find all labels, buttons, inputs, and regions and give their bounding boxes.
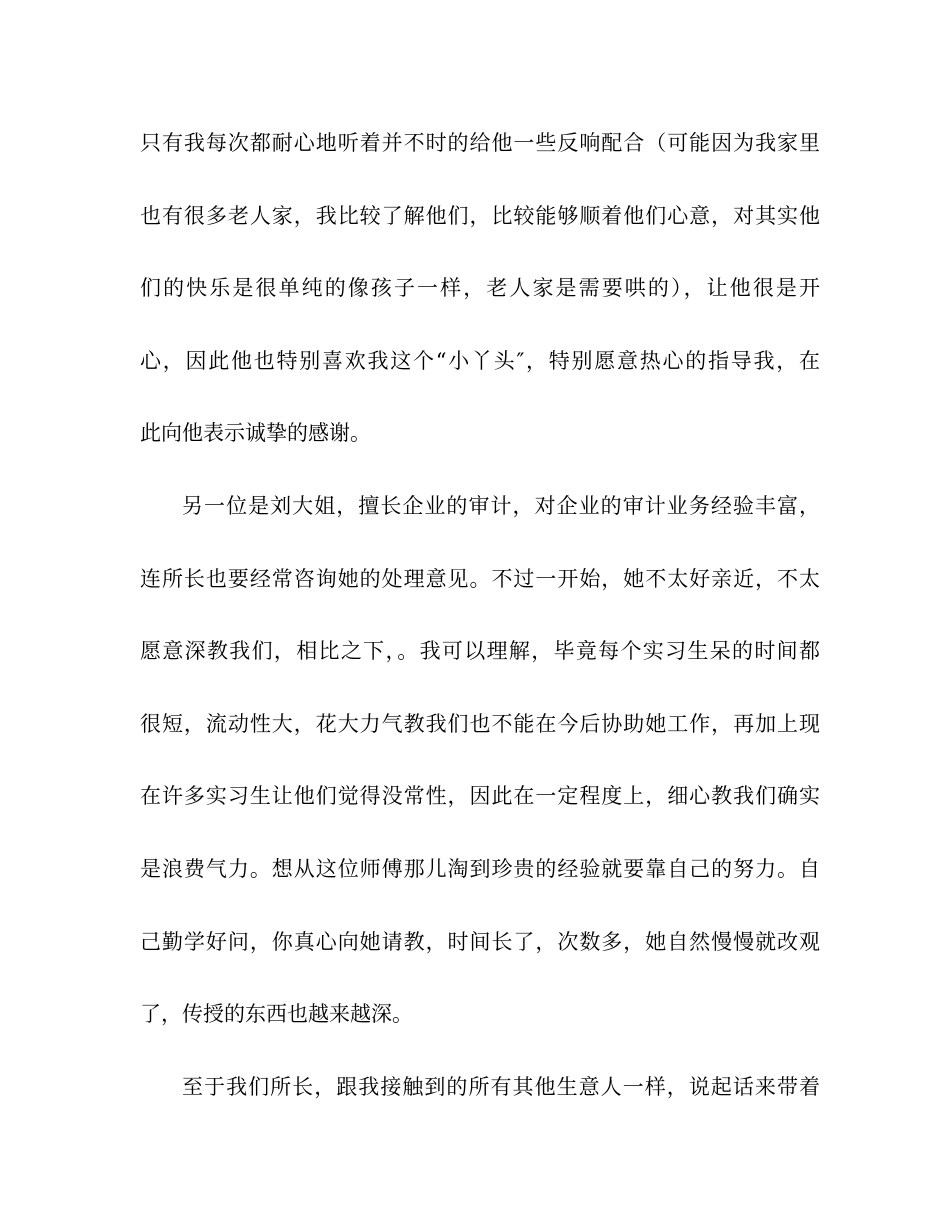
text-line-4: 心，因此他也特别喜欢我这个“小丫头″，特别愿意热心的指导我，在 bbox=[140, 348, 820, 373]
text-line-14: 至于我们所长，跟我接触到的所有其他生意人一样，说起话来带着 bbox=[182, 1074, 820, 1099]
text-line-6: 另一位是刘大姐，擅长企业的审计，对企业的审计业务经验丰富， bbox=[182, 493, 820, 518]
text-line-12: 己勤学好问，你真心向她请教，时间长了，次数多，她自然慢慢就改观 bbox=[140, 929, 820, 954]
document-body bbox=[140, 121, 820, 1137]
text-line-1: 只有我每次都耐心地听着并不时的给他一些反响配合（可能因为我家里 bbox=[140, 131, 820, 155]
text-line-7: 连所长也要经常咨询她的处理意见。不过一开始，她不太好亲近，不太 bbox=[140, 566, 820, 591]
text-line-13: 了，传授的东西也越来越深。 bbox=[140, 1002, 413, 1027]
text-line-2: 也有很多老人家，我比较了解他们，比较能够顺着他们心意，对其实他 bbox=[140, 203, 820, 228]
text-line-9: 很短，流动性大，花大力气教我们也不能在今后协助她工作，再加上现 bbox=[140, 711, 820, 736]
text-line-10: 在许多实习生让他们觉得没常性，因此在一定程度上，细心教我们确实 bbox=[140, 784, 820, 809]
text-line-3: 们的快乐是很单纯的像孩子一样，老人家是需要哄的），让他很是开 bbox=[140, 276, 820, 301]
text-line-5: 此向他表示诚挚的感谢。 bbox=[140, 421, 371, 446]
text-line-11: 是浪费气力。想从这位师傅那儿淘到珍贵的经验就要靠自己的努力。自 bbox=[140, 856, 820, 881]
text-line-8: 愿意深教我们，相比之下，。我可以理解，毕竟每个实习生呆的时间都 bbox=[140, 639, 820, 664]
